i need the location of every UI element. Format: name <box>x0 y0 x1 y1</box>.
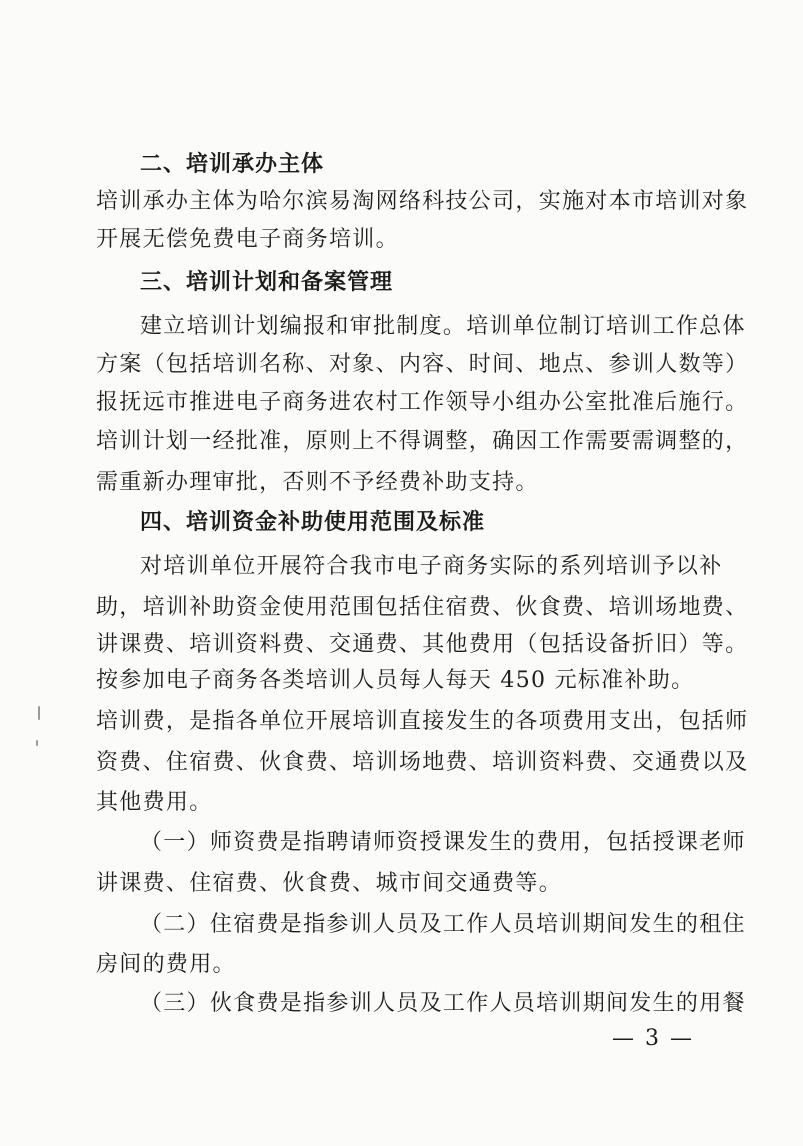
paragraph-line: 需重新办理审批，否则不予经费补助支持。 <box>96 470 539 495</box>
section-heading-3: 三、培训计划和备案管理 <box>140 270 394 295</box>
paragraph-line: 讲课费、住宿费、伙食费、城市间交通费等。 <box>96 871 563 896</box>
paragraph-line: 培训计划一经批准，原则上不得调整，确因工作需要需调整的， <box>96 429 749 454</box>
paragraph-line: 讲课费、培训资料费、交通费、其他费用（包括设备折旧）等。 <box>96 632 749 657</box>
scan-speck <box>36 740 38 746</box>
paragraph-line: 建立培训计划编报和审批制度。培训单位制订培训工作总体 <box>140 314 746 339</box>
paragraph-line: 助，培训补助资金使用范围包括住宿费、伙食费、培训场地费、 <box>96 595 749 620</box>
paragraph-line: 房间的费用。 <box>96 952 236 977</box>
page-number: — 3 — <box>612 1026 694 1051</box>
scan-speck <box>38 706 40 720</box>
paragraph-line: （二）住宿费是指参训人员及工作人员培训期间发生的租住 <box>140 912 746 937</box>
paragraph-line: （三）伙食费是指参训人员及工作人员培训期间发生的用餐 <box>140 991 746 1016</box>
section-heading-2: 二、培训承办主体 <box>140 152 325 177</box>
paragraph-line: 按参加电子商务各类培训人员每人每天 450 元标准补助。 <box>96 668 695 693</box>
paragraph-line: 培训费，是指各单位开展培训直接发生的各项费用支出，包括师 <box>96 709 749 734</box>
paragraph-line: 其他费用。 <box>96 790 213 815</box>
paragraph-line: 方案（包括培训名称、对象、内容、时间、地点、参训人数等） <box>96 352 749 377</box>
paragraph-line: 对培训单位开展符合我市电子商务实际的系列培训予以补 <box>140 554 723 579</box>
paragraph-line: （一）师资费是指聘请师资授课发生的费用，包括授课老师 <box>140 830 746 855</box>
paragraph-line: 资费、住宿费、伙食费、培训场地费、培训资料费、交通费以及 <box>96 750 749 775</box>
section-heading-4: 四、培训资金补助使用范围及标准 <box>140 510 486 535</box>
paragraph-line: 培训承办主体为哈尔滨易淘网络科技公司，实施对本市培训对象 <box>96 189 749 214</box>
paragraph-line: 开展无偿免费电子商务培训。 <box>96 227 399 252</box>
paragraph-line: 报抚远市推进电子商务进农村工作领导小组办公室批准后施行。 <box>96 390 749 415</box>
